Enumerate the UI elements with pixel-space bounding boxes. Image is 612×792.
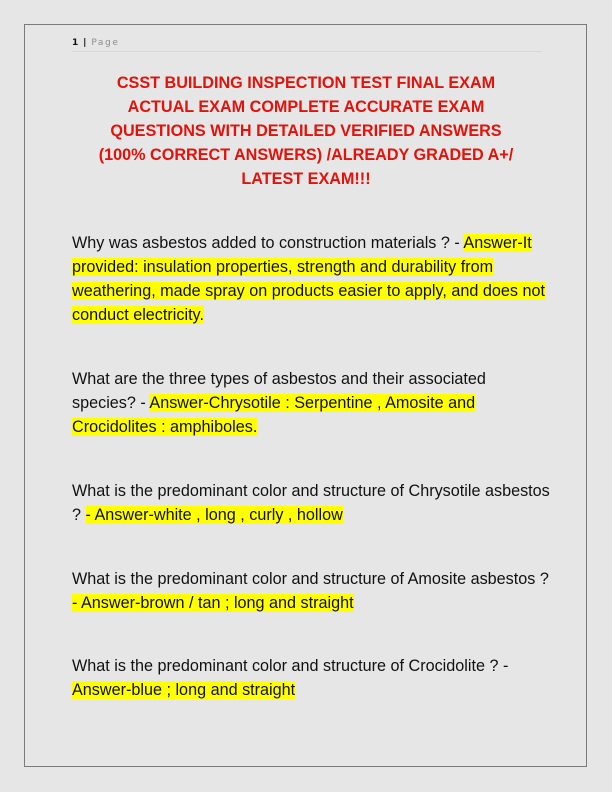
page-header: [72, 35, 542, 52]
answer-text: - Answer-brown / tan ; long and straight: [72, 594, 354, 612]
qa-item: [72, 231, 552, 327]
qa-item: [72, 479, 552, 527]
document-title: [60, 71, 552, 191]
question-text: Why was asbestos added to construction materials ? -: [72, 234, 464, 252]
page-separator: |: [83, 38, 87, 48]
title-line: LATEST EXAM!!!: [241, 170, 371, 188]
qa-item: [72, 654, 552, 702]
title-line: (100% CORRECT ANSWERS) /ALREADY GRADED A+/: [98, 146, 514, 164]
qa-item: [72, 567, 552, 615]
answer-text: Answer-Chrysotile : Serpentine , Amosite and Crocidolites : amphiboles.: [72, 394, 476, 436]
qa-item: [72, 367, 552, 439]
title-line: QUESTIONS WITH DETAILED VERIFIED ANSWERS: [110, 122, 502, 140]
answer-text: Answer-blue ; long and straight: [72, 681, 296, 699]
title-line: ACTUAL EXAM COMPLETE ACCURATE EXAM: [127, 98, 485, 116]
page-number: 1: [72, 38, 79, 48]
answer-text: - Answer-white , long , curly , hollow: [85, 506, 343, 524]
question-text: What are the three types of asbestos and their associated species? -: [72, 370, 486, 412]
answer-text: Answer-It provided: insulation properties, strength and durability from weathering, made spray on products easier to apply, and does not conduct electricity.: [72, 234, 546, 324]
question-text: What is the predominant color and structure of Crocidolite ? -: [72, 657, 509, 675]
question-text: What is the predominant color and structure of Chrysotile asbestos ?: [72, 482, 550, 524]
question-text: What is the predominant color and structure of Amosite asbestos ?: [72, 570, 549, 588]
page-label: Page: [91, 38, 120, 48]
title-line: CSST BUILDING INSPECTION TEST FINAL EXAM: [116, 74, 496, 92]
